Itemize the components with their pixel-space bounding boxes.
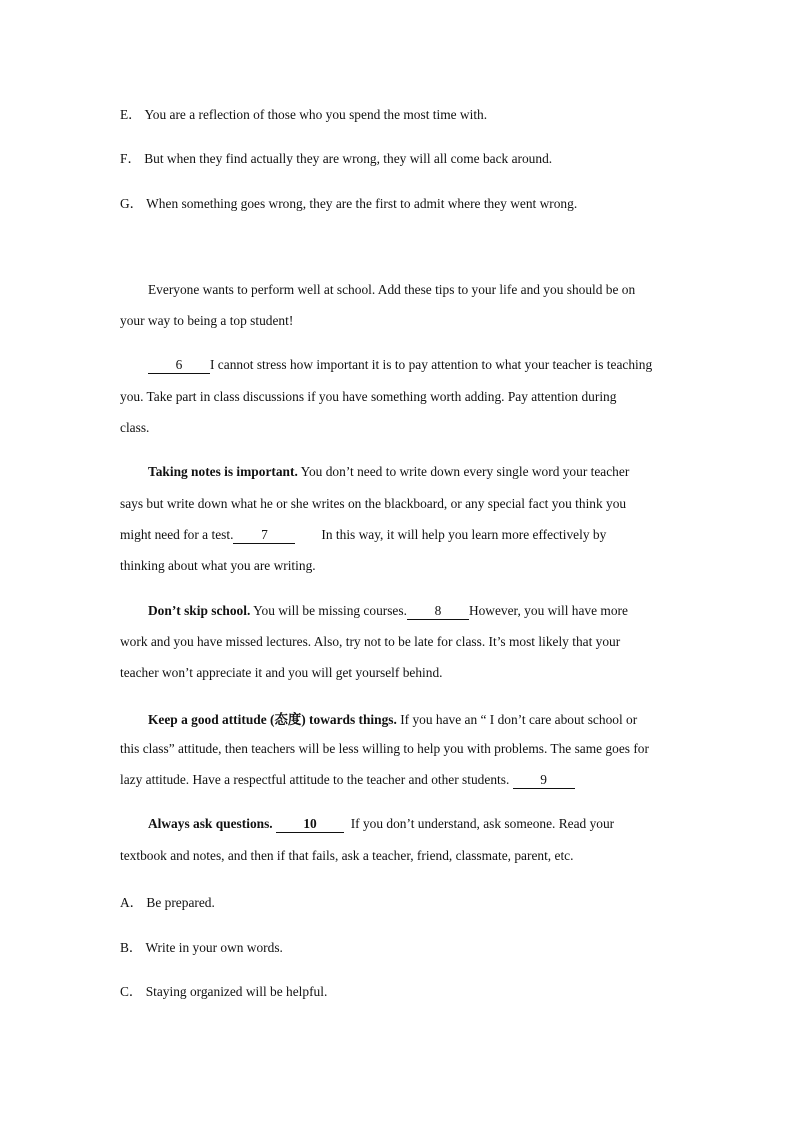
option-letter: C． xyxy=(120,984,143,999)
option-e xyxy=(120,104,487,123)
p7-heading: Taking notes is important. xyxy=(148,464,298,479)
option-f xyxy=(120,148,552,167)
p10-heading: Always ask questions. xyxy=(148,816,273,831)
option-letter: F． xyxy=(120,151,141,166)
option-letter: E． xyxy=(120,107,142,122)
p6-text: I cannot stress how important it is to pay attention to what your teacher is teaching xyxy=(210,357,653,372)
p6-line-2: you. Take part in class discussions if you have something worth adding. Pay attention during xyxy=(120,389,617,404)
option-g xyxy=(120,193,577,212)
p9-text: If you have an “ I don’t care about school or xyxy=(396,712,638,727)
option-b xyxy=(120,937,283,956)
option-text: When something goes wrong, they are the first to admit where they went wrong. xyxy=(146,196,578,211)
option-c xyxy=(120,981,327,1000)
option-a xyxy=(120,892,215,911)
p10-text: If you don’t understand, ask someone. Read your xyxy=(350,816,615,831)
p7-line-4: thinking about what you are writing. xyxy=(120,558,316,573)
p10-line-1 xyxy=(120,816,614,833)
p7-text: You don’t need to write down every single word your teacher xyxy=(297,464,630,479)
option-letter: G． xyxy=(120,196,144,211)
p8-line-1 xyxy=(120,603,628,620)
option-text: Staying organized will be helpful. xyxy=(145,984,328,999)
blank-7[interactable]: 7 xyxy=(233,528,295,544)
blank-9[interactable]: 9 xyxy=(513,773,575,789)
p8-line-2: work and you have missed lectures. Also, try not to be late for class. It’s most likely that your xyxy=(120,634,621,649)
p7-line-2: says but write down what he or she writes on the blackboard, or any special fact you think you xyxy=(120,496,627,511)
p7-line-3 xyxy=(120,527,606,544)
p9-line-3 xyxy=(120,772,575,789)
blank-6[interactable]: 6 xyxy=(148,358,210,374)
option-text: But when they find actually they are wrong, they will all come back around. xyxy=(144,151,553,166)
p8-text-b: However, you will have more xyxy=(468,603,628,618)
p7-line-1 xyxy=(120,464,629,480)
p9-line-1 xyxy=(120,709,637,728)
option-text: Be prepared. xyxy=(146,895,215,910)
p10-line-2: textbook and notes, and then if that fails, ask a teacher, friend, classmate, parent, etc. xyxy=(120,848,574,863)
p9-text: lazy attitude. Have a respectful attitude to the teacher and other students. xyxy=(120,772,510,787)
p8-text-a: You will be missing courses. xyxy=(250,603,407,618)
p9-line-2: this class” attitude, then teachers will be less willing to help you with problems. The same goes for xyxy=(120,741,649,756)
option-letter: A． xyxy=(120,895,144,910)
p8-line-3: teacher won’t appreciate it and you will get yourself behind. xyxy=(120,665,443,680)
option-text: You are a reflection of those who you spend the most time with. xyxy=(144,107,488,122)
option-letter: B． xyxy=(120,940,143,955)
p6-line-3: class. xyxy=(120,420,150,435)
p8-heading: Don’t skip school. xyxy=(148,603,251,618)
p6-line-1 xyxy=(120,357,652,374)
option-text: Write in your own words. xyxy=(145,940,283,955)
blank-8[interactable]: 8 xyxy=(407,604,469,620)
intro-line-2: your way to being a top student! xyxy=(120,313,294,328)
blank-10[interactable]: 10 xyxy=(276,817,344,833)
p7-text-b: In this way, it will help you learn more effectively by xyxy=(321,527,607,542)
intro-line-1: Everyone wants to perform well at school. Add these tips to your life and you should be on xyxy=(148,282,636,297)
p9-heading: Keep a good attitude (态度) towards things. xyxy=(148,712,397,727)
p7-text-a: might need for a test. xyxy=(120,527,234,542)
